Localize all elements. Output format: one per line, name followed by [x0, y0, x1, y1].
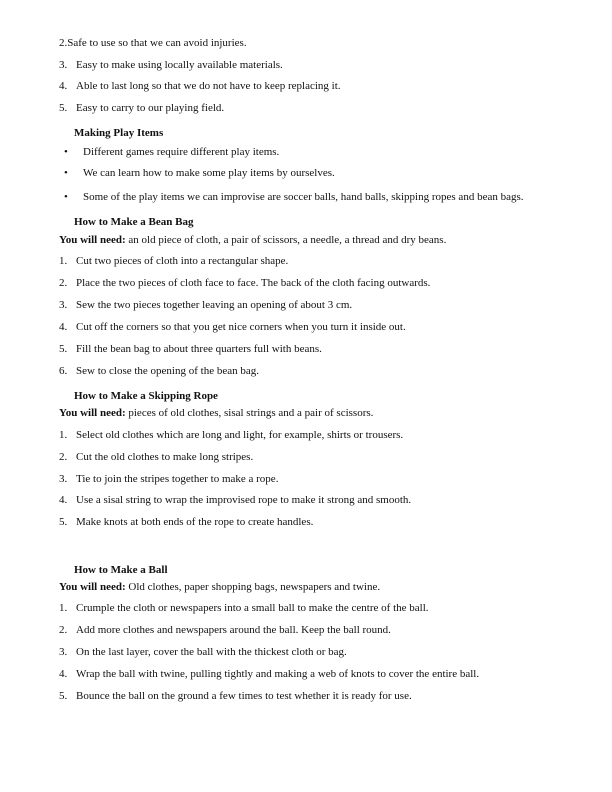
bullet-icon: •	[64, 146, 68, 158]
materials-text: pieces of old clothes, sisal strings and a pair of scissors.	[125, 407, 374, 419]
step-text: Place the two pieces of cloth face to face. The back of the cloth facing outwards.	[76, 277, 431, 289]
step-number: 5.	[59, 516, 68, 528]
step-text: Add more clothes and newspapers around the ball. Keep the ball round.	[76, 624, 391, 636]
step-number: 5.	[59, 343, 68, 355]
bullet-text: Some of the play items we can improvise are soccer balls, hand balls, skipping ropes and bean bags.	[83, 191, 524, 203]
item-number: 3.	[59, 59, 68, 71]
materials-line	[59, 406, 373, 420]
bullet-icon: •	[64, 191, 68, 203]
materials-line	[59, 580, 380, 594]
step-number: 3.	[59, 299, 68, 311]
step-text: Use a sisal string to wrap the improvised rope to make it strong and smooth.	[76, 494, 412, 506]
bullet-icon: •	[64, 167, 68, 179]
step-number: 1.	[59, 602, 68, 614]
step-text: Wrap the ball with twine, pulling tightly and making a web of knots to cover the entire ball.	[76, 668, 480, 680]
step-text: Cut the old clothes to make long stripes.	[76, 451, 254, 463]
step-number: 4.	[59, 494, 68, 506]
step-text: Make knots at both ends of the rope to create handles.	[76, 516, 314, 528]
bullet-text: We can learn how to make some play items by ourselves.	[83, 167, 335, 179]
list-item	[59, 36, 247, 50]
step-number: 2.	[59, 277, 68, 289]
step-number: 5.	[59, 690, 68, 702]
step-text: Select old clothes which are long and light, for example, shirts or trousers.	[76, 429, 404, 441]
item-text: Easy to make using locally available materials.	[76, 59, 283, 71]
item-number: 4.	[59, 80, 68, 92]
step-number: 6.	[59, 365, 68, 377]
item-text: Safe to use so that we can avoid injuries.	[67, 37, 247, 49]
item-text: Easy to carry to our playing field.	[76, 102, 225, 114]
step-number: 2.	[59, 451, 68, 463]
step-text: Fill the bean bag to about three quarters full with beans.	[76, 343, 322, 355]
materials-text: an old piece of cloth, a pair of scissors, a needle, a thread and dry beans.	[125, 234, 447, 246]
section-heading: How to Make a Ball	[74, 564, 168, 576]
step-text: Sew the two pieces together leaving an opening of about 3 cm.	[76, 299, 353, 311]
step-number: 4.	[59, 668, 68, 680]
section-heading: Making Play Items	[74, 127, 164, 139]
step-number: 3.	[59, 646, 68, 658]
item-text: Able to last long so that we do not have to keep replacing it.	[76, 80, 341, 92]
step-text: Cut off the corners so that you get nice corners when you turn it inside out.	[76, 321, 406, 333]
step-text: Cut two pieces of cloth into a rectangular shape.	[76, 255, 289, 267]
materials-line	[59, 233, 446, 247]
materials-label: You will need:	[59, 581, 126, 593]
step-text: On the last layer, cover the ball with the thickest cloth or bag.	[76, 646, 347, 658]
step-text: Tie to join the stripes together to make a rope.	[76, 473, 279, 485]
section-heading: How to Make a Skipping Rope	[74, 390, 218, 402]
step-number: 1.	[59, 429, 68, 441]
materials-text: Old clothes, paper shopping bags, newspapers and twine.	[125, 581, 381, 593]
item-number: 2.	[59, 37, 68, 49]
step-number: 1.	[59, 255, 68, 267]
materials-label: You will need:	[59, 234, 126, 246]
section-heading: How to Make a Bean Bag	[74, 216, 194, 228]
item-number: 5.	[59, 102, 68, 114]
step-number: 2.	[59, 624, 68, 636]
step-text: Sew to close the opening of the bean bag.	[76, 365, 259, 377]
step-number: 3.	[59, 473, 68, 485]
step-text: Crumple the cloth or newspapers into a small ball to make the centre of the ball.	[76, 602, 429, 614]
bullet-text: Different games require different play items.	[83, 146, 280, 158]
step-text: Bounce the ball on the ground a few times to test whether it is ready for use.	[76, 690, 412, 702]
materials-label: You will need:	[59, 407, 126, 419]
step-number: 4.	[59, 321, 68, 333]
